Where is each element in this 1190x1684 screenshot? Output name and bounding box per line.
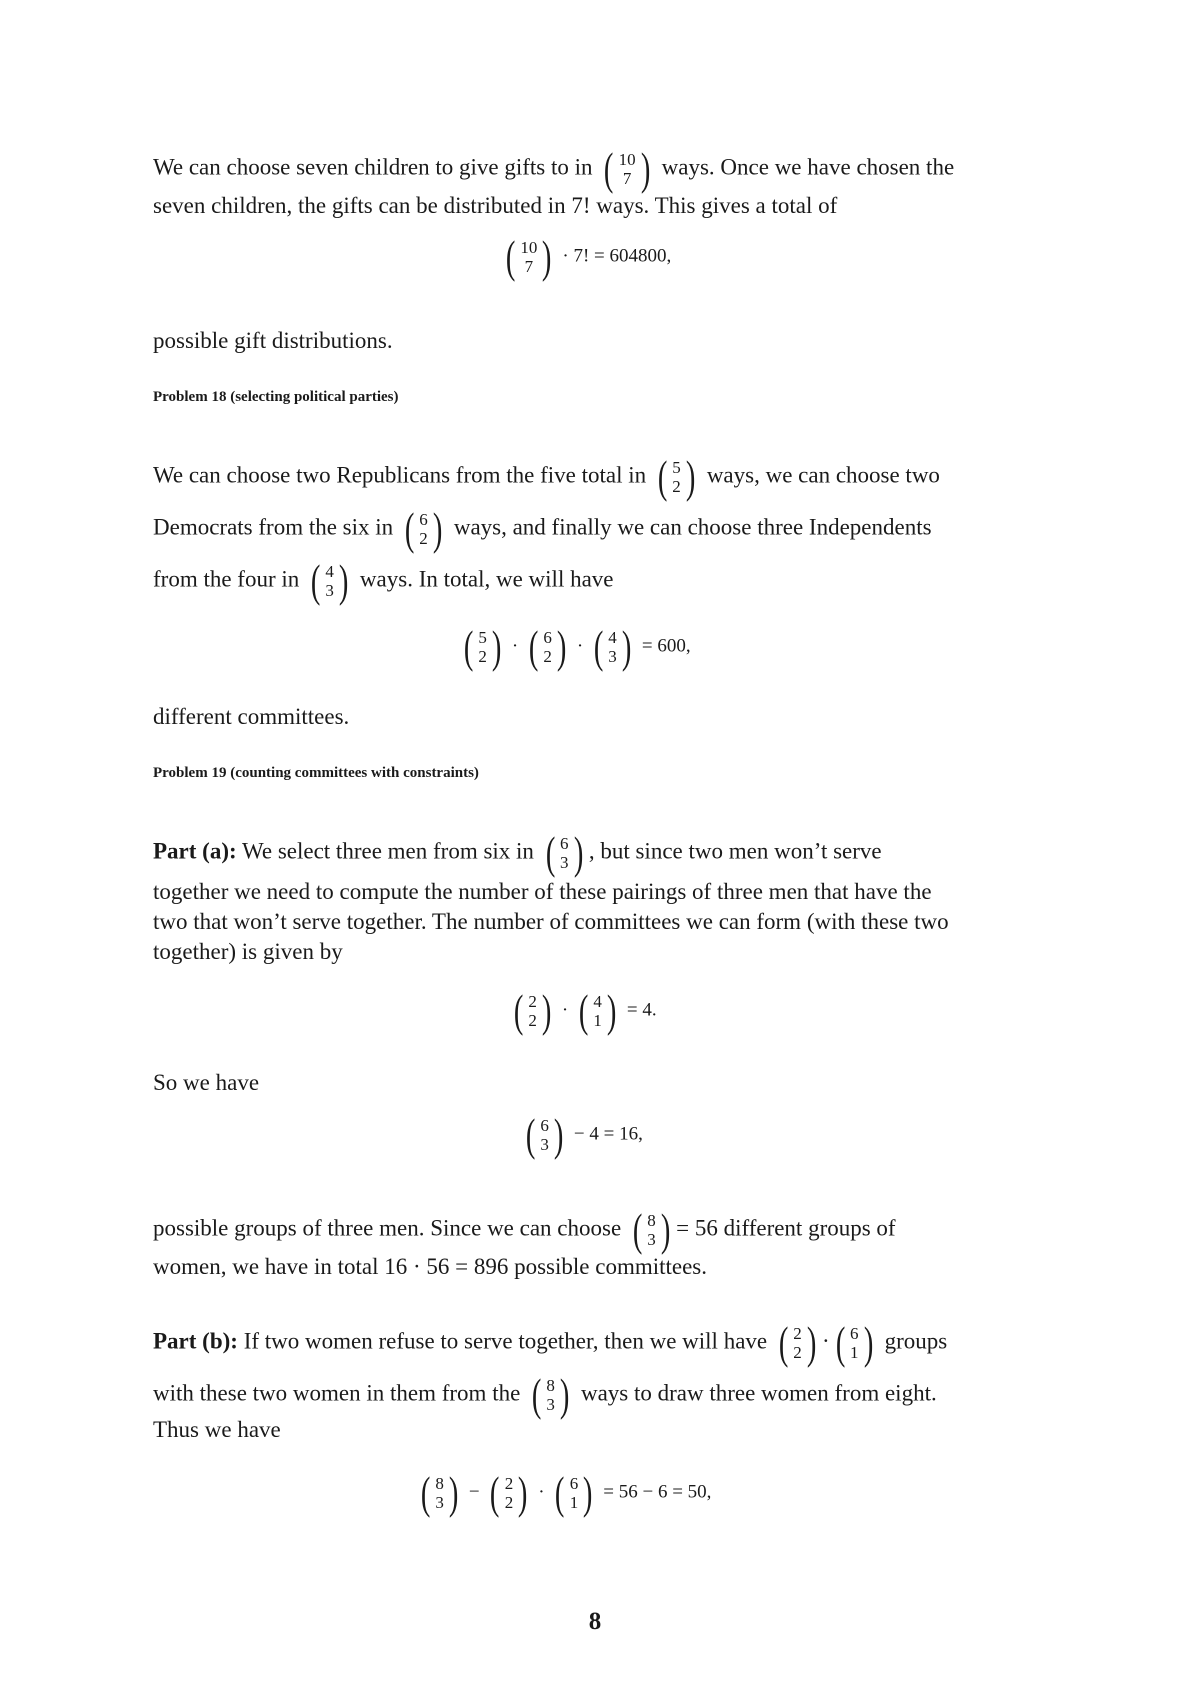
binomial-bottom: 3 (325, 581, 334, 600)
binomial-6-choose-2: ( 6 2 ) (528, 621, 567, 672)
binomial-top: 10 (618, 149, 636, 169)
binomial-top: 6 (569, 1473, 579, 1493)
p19-a-text-5a: possible groups of three men. Since we can choose (153, 1215, 622, 1241)
binomial-bottom: 7 (622, 169, 632, 188)
binomial-4-choose-3: ( 4 3 ) (310, 555, 349, 606)
binomial-bottom: 3 (435, 1493, 444, 1512)
p19-a-line-2: together we need to compute the number of these pairings of three men that have the (153, 879, 932, 904)
binomial-6-choose-1: ( 6 1 ) (555, 1467, 593, 1518)
p19-part-a-line-1 (153, 827, 882, 878)
dot-operator: · (822, 1328, 830, 1354)
dot-operator: · (511, 635, 519, 657)
binomial-top: 8 (647, 1210, 656, 1230)
p18-text-2b: ways, and finally we can choose three Independents (453, 514, 932, 540)
binomial-6-choose-3: ( 6 3 ) (525, 1109, 564, 1160)
p19-b-text-1a: If two women refuse to serve together, then we will have (243, 1328, 768, 1354)
binomial-2-choose-2: ( 2 2 ) (513, 985, 552, 1036)
binomial-top: 4 (325, 561, 334, 581)
binomial-6-choose-1: ( 6 1 ) (835, 1317, 873, 1368)
binomial-top: 4 (593, 991, 602, 1011)
dot-operator: · (561, 999, 569, 1021)
equation-result: = 56 − 6 = 50, (603, 1481, 712, 1503)
binomial-top: 6 (419, 509, 428, 529)
p19-a-text-1a: We select three men from six in (242, 838, 534, 864)
p18-equation (458, 621, 691, 672)
binomial-top: 5 (672, 457, 681, 477)
p19-b-text-2a: with these two women in them from the (153, 1380, 521, 1406)
binomial-2-choose-2: ( 2 2 ) (490, 1467, 528, 1518)
binomial-8-choose-3: ( 8 3 ) (531, 1369, 570, 1420)
equation-result: = 4. (626, 999, 657, 1021)
p17-text-1a: We can choose seven children to give gifts to in (153, 154, 593, 180)
p18-line-1 (153, 451, 940, 502)
p19-a-text-1b: , but since two men won’t serve (588, 838, 882, 864)
p19-equation-1 (508, 985, 657, 1036)
binomial-bottom: 2 (793, 1343, 802, 1362)
binomial-bottom: 3 (560, 853, 569, 872)
binomial-top: 5 (478, 627, 487, 647)
p19-b-text-2b: ways to draw three women from eight. (580, 1380, 937, 1406)
binomial-top: 4 (608, 627, 617, 647)
binomial-top: 2 (504, 1473, 514, 1493)
binomial-6-choose-2: ( 6 2 ) (404, 503, 443, 554)
p18-text-2a: Democrats from the six in (153, 514, 394, 540)
binomial-bottom: 3 (608, 647, 617, 666)
p19-part-b-line-2 (153, 1369, 937, 1420)
problem-19-heading: Problem 19 (counting committees with constraints) (153, 765, 479, 781)
p19-equation-2 (520, 1109, 643, 1160)
p18-conclusion: different committees. (153, 704, 350, 729)
binomial-bottom: 2 (543, 647, 552, 666)
binomial-10-choose-7: ( 10 7 ) (505, 231, 552, 282)
p17-conclusion: possible gift distributions. (153, 328, 393, 353)
binomial-bottom: 2 (478, 647, 487, 666)
p19-equation-3 (415, 1467, 712, 1518)
p18-text-1a: We can choose two Republicans from the five total in (153, 462, 647, 488)
binomial-top: 6 (850, 1323, 859, 1343)
binomial-bottom: 1 (569, 1493, 579, 1512)
p19-part-b-line-1 (153, 1317, 948, 1368)
p18-text-1b: ways, we can choose two (706, 462, 940, 488)
binomial-4-choose-3: ( 4 3 ) (593, 621, 632, 672)
minus-operator: − (468, 1481, 480, 1503)
binomial-bottom: 1 (850, 1343, 859, 1362)
binomial-bottom: 7 (524, 257, 534, 276)
p17-equation (500, 231, 672, 282)
binomial-top: 2 (793, 1323, 802, 1343)
p19-b-line-3: Thus we have (153, 1417, 281, 1442)
part-a-label: Part (a): (153, 838, 237, 864)
p17-text-1b: ways. Once we have chosen the (661, 154, 955, 180)
binomial-bottom: 2 (528, 1011, 537, 1030)
binomial-top: 10 (520, 237, 538, 257)
binomial-bottom: 3 (647, 1230, 656, 1249)
p19-a-line-5 (153, 1204, 896, 1255)
p18-line-2 (153, 503, 932, 554)
equation-text: · 7! = 604800, (562, 245, 672, 267)
binomial-top: 6 (560, 833, 569, 853)
equation-result: = 600, (641, 635, 691, 657)
binomial-top: 2 (528, 991, 537, 1011)
binomial-bottom: 1 (593, 1011, 602, 1030)
binomial-4-choose-1: ( 4 1 ) (578, 985, 617, 1036)
so-we-have-text: So we have (153, 1070, 260, 1095)
binomial-2-choose-2: ( 2 2 ) (778, 1317, 817, 1368)
p19-a-line-6: women, we have in total 16 · 56 = 896 possible committees. (153, 1254, 708, 1279)
equation-result: − 4 = 16, (573, 1123, 643, 1145)
binomial-top: 6 (543, 627, 552, 647)
p18-line-3 (153, 555, 614, 606)
binomial-10-choose-7: ( 10 7 ) (604, 143, 650, 194)
binomial-top: 8 (546, 1375, 555, 1395)
p19-a-line-4: together) is given by (153, 939, 343, 964)
p18-text-3a: from the four in (153, 566, 300, 592)
binomial-top: 8 (435, 1473, 444, 1493)
p17-line-1 (153, 143, 955, 194)
binomial-bottom: 3 (540, 1135, 549, 1154)
page-number: 8 (588, 1608, 602, 1635)
dot-operator: · (538, 1481, 545, 1503)
binomial-bottom: 2 (419, 529, 428, 548)
binomial-8-choose-3: ( 8 3 ) (632, 1204, 671, 1255)
part-b-label: Part (b): (153, 1328, 238, 1354)
binomial-6-choose-3: ( 6 3 ) (545, 827, 583, 878)
binomial-bottom: 3 (546, 1395, 555, 1414)
binomial-8-choose-3: ( 8 3 ) (420, 1467, 459, 1518)
p19-b-text-1b: groups (884, 1328, 948, 1354)
p18-text-3b: ways. In total, we will have (359, 566, 614, 592)
p17-line-2: seven children, the gifts can be distributed in 7! ways. This gives a total of (153, 193, 838, 218)
binomial-5-choose-2: ( 5 2 ) (657, 451, 696, 502)
binomial-5-choose-2: ( 5 2 ) (463, 621, 502, 672)
p19-a-line-3: two that won’t serve together. The number of committees we can form (with these two (153, 909, 949, 934)
binomial-bottom: 2 (504, 1493, 514, 1512)
dot-operator: · (576, 635, 584, 657)
binomial-bottom: 2 (672, 477, 681, 496)
binomial-top: 6 (540, 1115, 549, 1135)
p19-a-text-5b: = 56 different groups of (676, 1215, 896, 1241)
problem-18-heading: Problem 18 (selecting political parties) (153, 389, 399, 405)
